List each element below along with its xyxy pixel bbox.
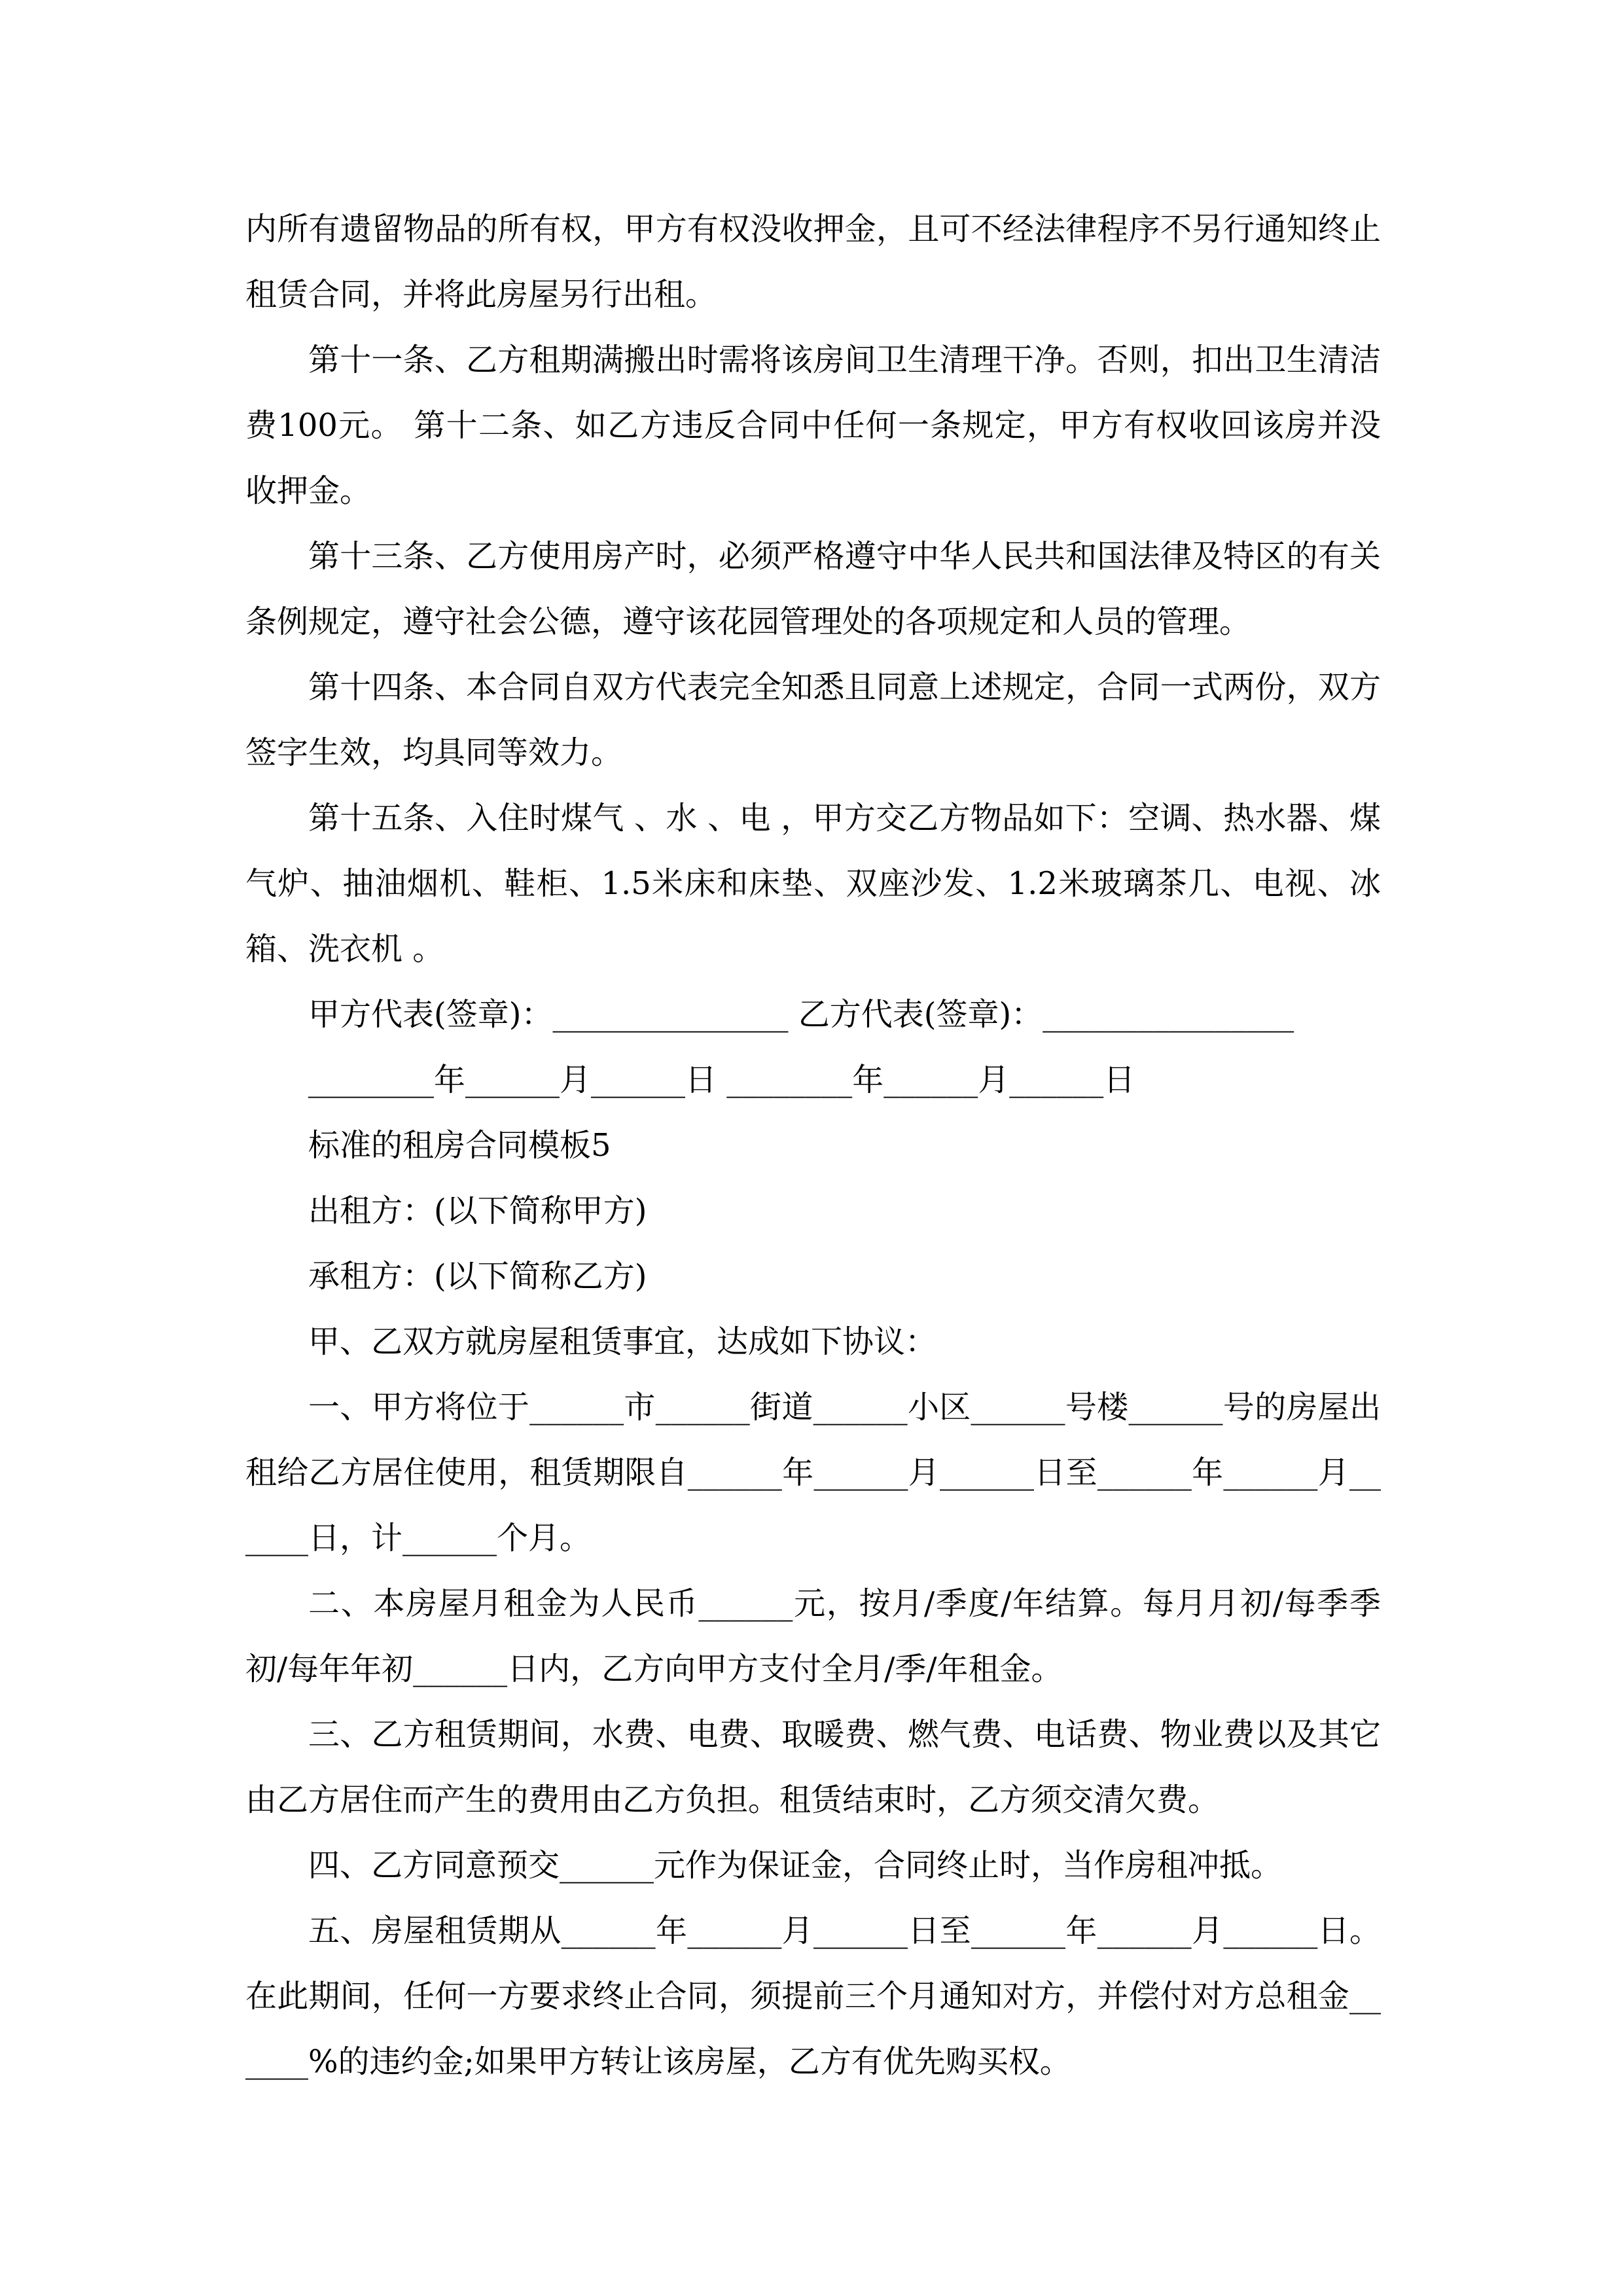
paragraph-article-13: 第十三条、乙方使用房产时，必须严格遵守中华人民共和国法律及特区的有关条例规定，遵守社会公德，遵守该花园管理处的各项规定和人员的管理。 bbox=[245, 538, 1381, 640]
clause-5: 五、房屋租赁期从______年______月______日至______年______月______日。在此期间，任何一方要求终止合同，须提前三个月通知对方，并偿付对方总租金______%的违约金;如果甲方转让该房屋，乙方有优先购买权。 bbox=[245, 1912, 1381, 2080]
paragraph-article-11-12: 第十一条、乙方租期满搬出时需将该房间卫生清理干净。否则，扣出卫生清洁费100元。 第十二条、如乙方违反合同中任何一条规定，甲方有权收回该房并没收押金。 bbox=[245, 342, 1381, 509]
clause-3: 三、乙方租赁期间，水费、电费、取暖费、燃气费、电话费、物业费以及其它由乙方居住而产生的费用由乙方负担。租赁结束时，乙方须交清欠费。 bbox=[245, 1716, 1381, 1818]
date-line: ________年______月______日 ________年______月______日 bbox=[308, 1062, 1135, 1098]
clause-2: 二、本房屋月租金为人民币______元，按月/季度/年结算。每月月初/每季季初/每年年初______日内，乙方向甲方支付全月/季/年租金。 bbox=[245, 1585, 1381, 1687]
clause-1: 一、甲方将位于______市______街道______小区______号楼______号的房屋出租给乙方居住使用，租赁期限自______年______月______日至______年______月______日，计______个月。 bbox=[245, 1389, 1381, 1556]
clause-4: 四、乙方同意预交______元作为保证金，合同终止时，当作房租冲抵。 bbox=[308, 1847, 1283, 1884]
lessee-line: 承租方：(以下简称乙方) bbox=[308, 1258, 647, 1295]
lessor-line: 出租方：(以下简称甲方) bbox=[308, 1193, 647, 1229]
agreement-intro: 甲、乙双方就房屋租赁事宜，达成如下协议： bbox=[308, 1323, 937, 1360]
document-page bbox=[245, 196, 1381, 2094]
paragraph-article-15: 第十五条、入住时煤气 、水 、电 ，甲方交乙方物品如下：空调、热水器、煤气炉、抽油烟机、鞋柜、1.5米床和床垫、双座沙发、1.2米玻璃茶几、电视、冰箱、洗衣机 。 bbox=[245, 800, 1381, 967]
paragraph-1: 内所有遗留物品的所有权，甲方有权没收押金，且可不经法律程序不另行通知终止租赁合同，并将此房屋另行出租。 bbox=[245, 211, 1381, 313]
signature-line: 甲方代表(签章)：_______________ 乙方代表(签章)：________________ bbox=[308, 996, 1294, 1033]
section-title: 标准的租房合同模板5 bbox=[308, 1127, 611, 1164]
paragraph-article-14: 第十四条、本合同自双方代表完全知悉且同意上述规定，合同一式两份，双方签字生效，均具同等效力。 bbox=[245, 669, 1381, 771]
